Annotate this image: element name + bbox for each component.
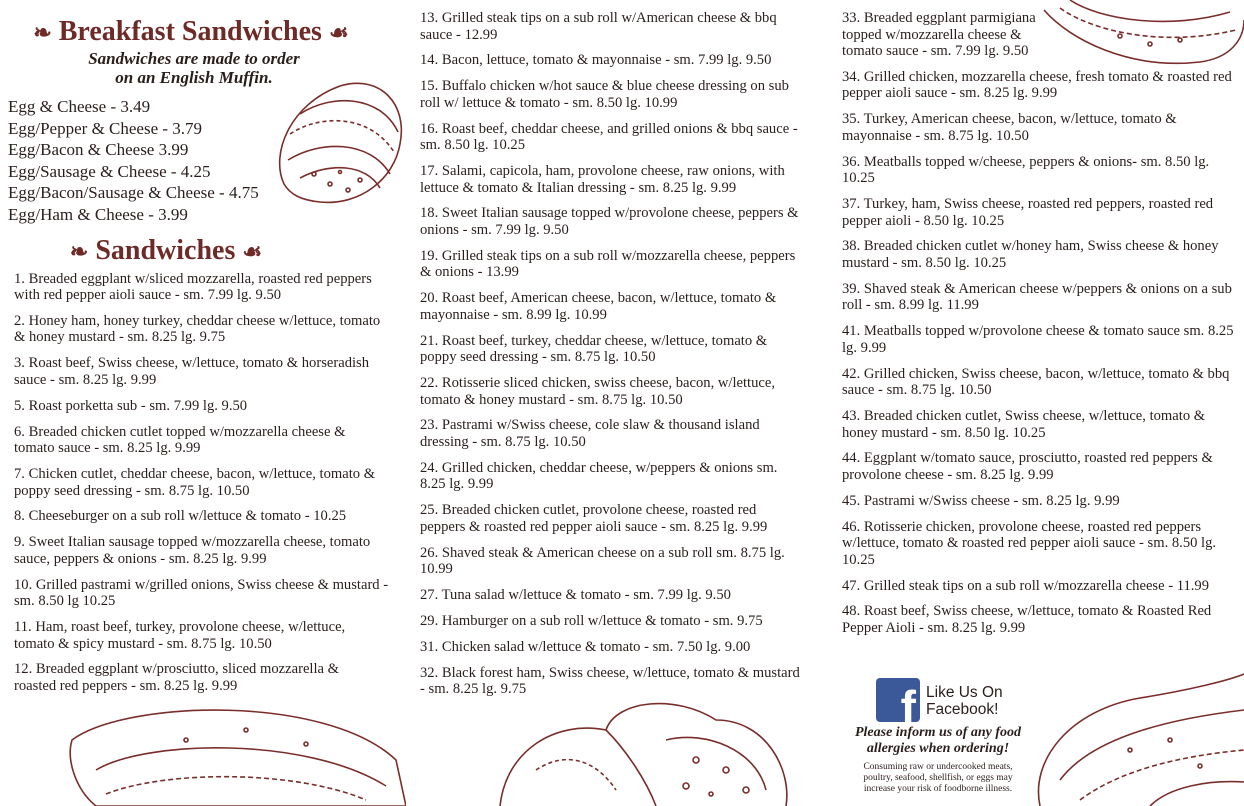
breakfast-item: Egg/Bacon & Cheese 3.99 [8,140,189,160]
menu-item: 41. Meatballs topped w/provolone cheese & tomato sauce sm. 8.25 lg. 9.99 [842,323,1234,356]
sandwich-illustration-bottom-center [496,690,796,806]
like-us-line2: Facebook! [926,701,999,718]
menu-item: 2. Honey ham, honey turkey, cheddar cheese w/lettuce, tomato & honey mustard - sm. 8.25 lg. 9.75 [14,312,381,346]
menu-item: 6. Breaded chicken cutlet topped w/mozzarella cheese & tomato sauce - sm. 8.25 lg. 9.99 [14,423,346,457]
like-us-line1: Like Us On [926,684,1003,701]
sandwiches-title: Sandwiches [95,234,236,266]
facebook-letter: f [900,681,916,722]
menu-item: 5. Roast porketta sub - sm. 7.99 lg. 9.50 [14,397,248,414]
breakfast-item: Egg/Ham & Cheese - 3.99 [8,204,188,224]
menu-item: 21. Roast beef, turkey, cheddar cheese, w/lettuce, tomato & poppy seed dressing - sm. 8.75 lg. 10.50 [420,332,768,366]
menu-item: 39. Shaved steak & American cheese w/peppers & onions on a sub roll - sm. 8.99 lg. 11.99 [842,280,1232,314]
allergy-notice [848,725,1028,757]
menu-item: 1. Breaded eggplant w/sliced mozzarella, roasted red peppers with red pepper aioli sauce - sm. 7.99 lg. 9.50 [14,270,372,304]
consumption-warning [848,762,1028,795]
menu-item: 19. Grilled steak tips on a sub roll w/mozzarella cheese, peppers & onions - 13.99 [420,247,796,281]
menu-item: 45. Pastrami w/Swiss cheese - sm. 8.25 lg. 9.99 [842,492,1120,509]
ornament-left-icon: ❧ [69,238,89,264]
menu-item: 22. Rotisserie sliced chicken, swiss cheese, bacon, w/lettuce, tomato & honey mustard - sm. 8.75 lg. 10.50 [420,375,776,408]
menu-item: 3. Roast beef, Swiss cheese, w/lettuce, tomato & horseradish sauce - sm. 8.25 lg. 9.99 [14,355,370,388]
sandwich-illustration-bottom-right [1030,670,1244,806]
menu-column-3 [842,0,1234,646]
menu-item: 8. Cheeseburger on a sub roll w/lettuce & tomato - 10.25 [14,508,347,525]
menu-item: 20. Roast beef, American cheese, bacon, w/lettuce, tomato & mayonnaise - sm. 8.99 lg. 10.99 [420,290,777,323]
menu-item: 11. Ham, roast beef, turkey, provolone cheese, w/lettuce, tomato & spicy mustard - sm. 8.75 lg. 10.50 [14,619,346,652]
consume-line2: poultry, seafood, shellfish, or eggs may [863,773,1013,783]
menu-item: 29. Hamburger on a sub roll w/lettuce & tomato - sm. 9.75 [420,612,763,629]
menu-item: 16. Roast beef, cheddar cheese, and grilled onions & bbq sauce - sm. 8.50 lg. 10.25 [420,120,798,154]
menu-item: 36. Meatballs topped w/cheese, peppers & onions- sm. 8.50 lg. 10.25 [842,153,1210,187]
sandwiches-heading [8,236,324,267]
menu-item: 15. Buffalo chicken w/hot sauce & blue cheese dressing on sub roll w/ lettuce & tomato - sm. 8.50 lg. 10.99 [420,78,789,111]
sandwich-illustration-bottom-left [66,700,406,806]
menu-item: 34. Grilled chicken, mozzarella cheese, fresh tomato & roasted red pepper aioli sauce - sm. 8.25 lg. 9.99 [842,68,1232,102]
menu-item: 47. Grilled steak tips on a sub roll w/mozzarella cheese - 11.99 [842,577,1210,594]
menu-item: 33. Breaded eggplant parmigiana topped w/mozzarella cheese & tomato sauce - sm. 7.99 lg. 9.50 [842,10,1036,59]
breakfast-subtitle-line1: Sandwiches are made to order [88,49,300,68]
menu-item: 27. Tuna salad w/lettuce & tomato - sm. 7.99 lg. 9.50 [420,586,731,603]
menu-item: 12. Breaded eggplant w/prosciutto, sliced mozzarella & roasted red peppers - sm. 8.25 lg. 9.99 [14,661,340,694]
menu-item: 14. Bacon, lettuce, tomato & mayonnaise - sm. 7.99 lg. 9.50 [420,52,772,69]
menu-column-2 [420,0,804,707]
menu-item: 18. Sweet Italian sausage topped w/provolone cheese, peppers & onions - sm. 7.99 lg. 9.50 [420,205,799,238]
breakfast-title: Breakfast Sandwiches [58,16,322,47]
menu-item: 42. Grilled chicken, Swiss cheese, bacon, w/lettuce, tomato & bbq sauce - sm. 8.75 lg. 10.50 [842,365,1230,399]
menu-item: 13. Grilled steak tips on a sub roll w/American cheese & bbq sauce - 12.99 [420,10,777,43]
breakfast-item: Egg/Pepper & Cheese - 3.79 [8,118,203,138]
menu-item: 26. Shaved steak & American cheese on a sub roll sm. 8.75 lg. 10.99 [420,544,785,578]
menu-item: 32. Black forest ham, Swiss cheese, w/lettuce, tomato & mustard - sm. 8.25 lg. 9.75 [420,664,800,698]
ornament-left-icon: ❧ [33,20,52,45]
allergy-line1: Please inform us of any food [854,725,1022,740]
menu-item: 17. Salami, capicola, ham, provolone cheese, raw onions, with lettuce & tomato & Italian dressing - sm. 8.25 lg. 9.99 [420,163,785,196]
ornament-right-icon: ☙ [242,238,263,264]
breakfast-subtitle [24,49,364,87]
menu-item: 48. Roast beef, Swiss cheese, w/lettuce, tomato & Roasted Red Pepper Aioli - sm. 8.25 lg. 9.99 [842,603,1212,636]
menu-item: 46. Rotisserie chicken, provolone cheese, roasted red peppers w/lettuce, tomato & roasted red pepper aioli sauce - sm. 8.50 lg. 10.25 [842,518,1217,568]
menu-item: 31. Chicken salad w/lettuce & tomato - sm. 7.50 lg. 9.00 [420,638,751,655]
menu-item: 44. Eggplant w/tomato sauce, prosciutto, roasted red peppers & provolone cheese - sm. 8.25 lg. 9.99 [842,450,1213,483]
consume-line3: increase your risk of foodborne illness. [863,784,1013,794]
facebook-icon[interactable] [876,678,920,722]
breakfast-list [8,96,400,226]
consume-line1: Consuming raw or undercooked meats, [863,762,1013,772]
breakfast-heading [8,17,366,48]
breakfast-item: Egg/Sausage & Cheese - 4.25 [8,161,211,181]
ornament-right-icon: ☙ [328,20,349,45]
menu-item: 10. Grilled pastrami w/grilled onions, Swiss cheese & mustard - sm. 8.50 lg 10.25 [14,576,389,610]
menu-item: 7. Chicken cutlet, cheddar cheese, bacon, w/lettuce, tomato & poppy seed dressing - sm. 8.75 lg. 10.50 [14,466,376,499]
menu-item: 23. Pastrami w/Swiss cheese, cole slaw & thousand island dressing - sm. 8.75 lg. 10.50 [420,417,760,450]
sandwich-list-column-1 [8,271,389,695]
breakfast-item: Egg & Cheese - 3.49 [8,97,151,116]
menu-item: 24. Grilled chicken, cheddar cheese, w/peppers & onions sm. 8.25 lg. 9.99 [420,459,778,493]
menu-item: 35. Turkey, American cheese, bacon, w/lettuce, tomato & mayonnaise - sm. 8.75 lg. 10.50 [842,111,1177,144]
menu-item: 43. Breaded chicken cutlet, Swiss cheese, w/lettuce, tomato & honey mustard - sm. 8.50 lg. 10.25 [842,408,1206,441]
menu-item: 9. Sweet Italian sausage topped w/mozzarella cheese, tomato sauce, peppers & onions - sm. 8.25 lg. 9.99 [14,534,371,567]
breakfast-subtitle-line2: on an English Muffin. [115,68,273,87]
allergy-line2: allergies when ordering! [866,741,1010,756]
menu-item: 37. Turkey, ham, Swiss cheese, roasted red peppers, roasted red pepper aioli - 8.50 lg. 10.25 [842,196,1214,229]
breakfast-item: Egg/Bacon/Sausage & Cheese - 4.75 [8,183,259,203]
menu-column-1 [8,0,400,704]
like-us-text[interactable] [926,684,1003,718]
menu-item: 38. Breaded chicken cutlet w/honey ham, Swiss cheese & honey mustard - sm. 8.50 lg. 10.25 [842,238,1219,271]
menu-item: 25. Breaded chicken cutlet, provolone cheese, roasted red peppers & roasted red pepper aioli sauce - sm. 8.25 lg. 9.99 [420,502,768,535]
